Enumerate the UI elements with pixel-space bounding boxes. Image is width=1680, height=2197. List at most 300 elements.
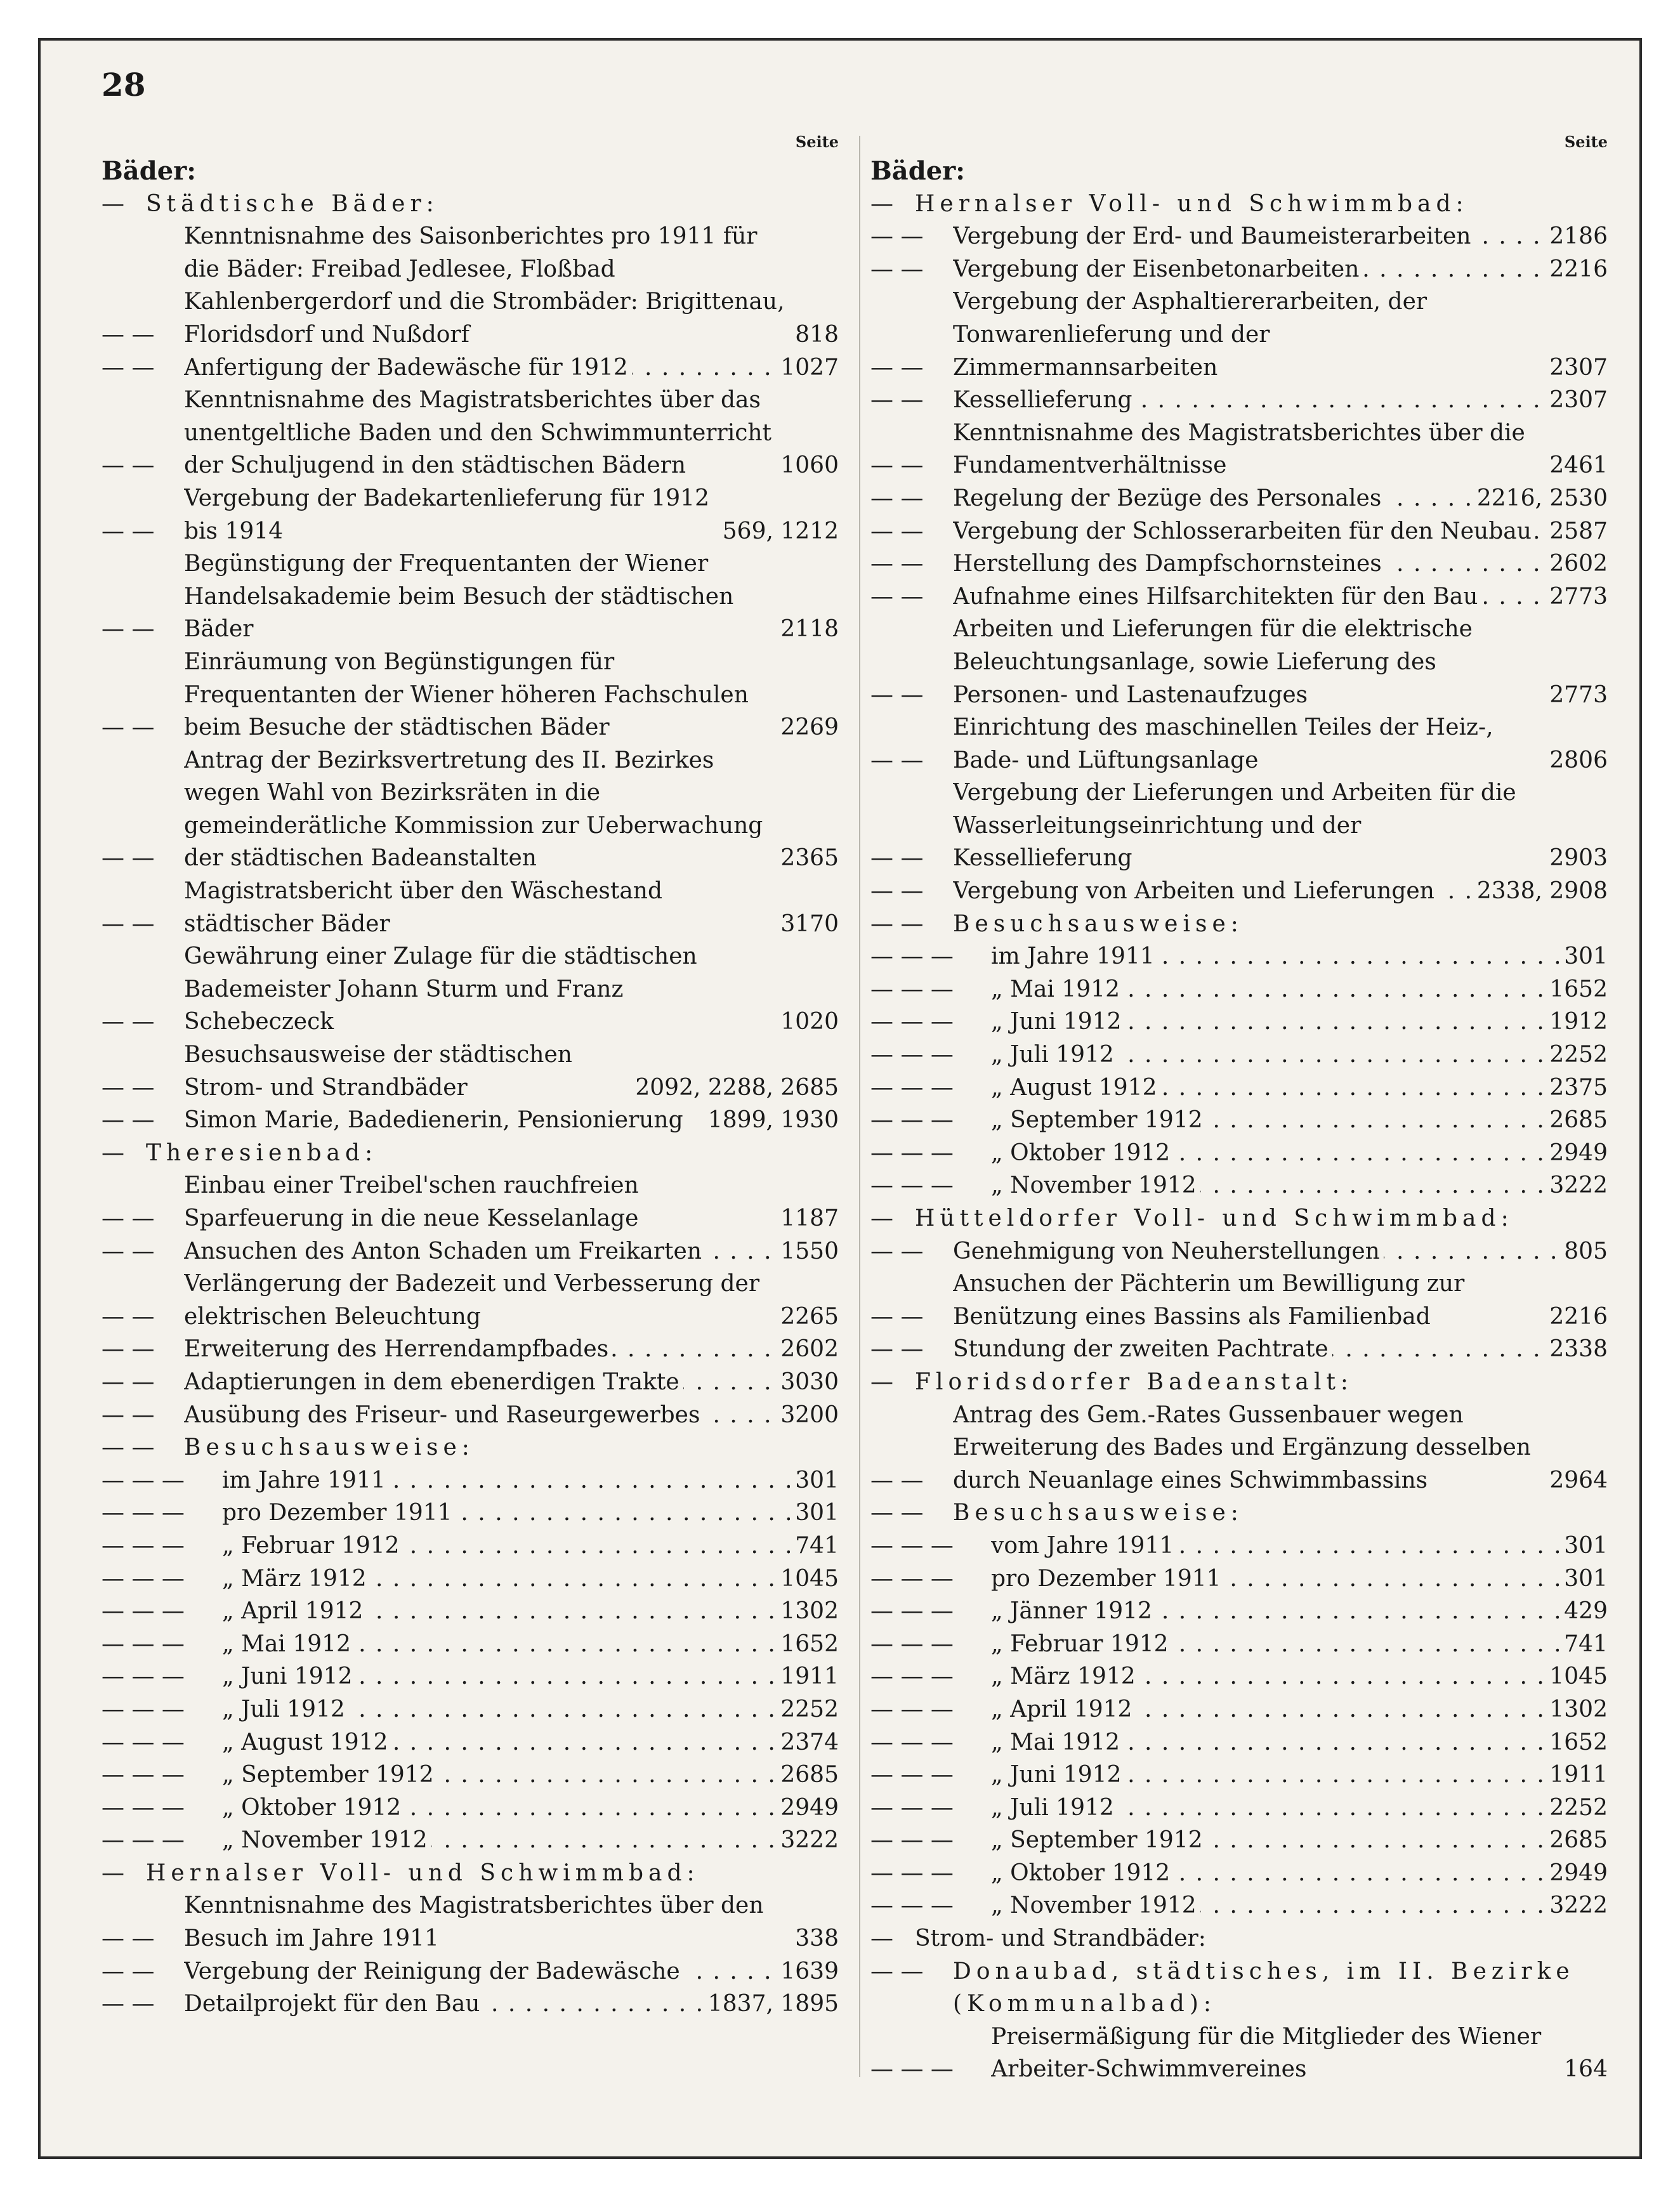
entry-text-wrapper [953, 417, 1544, 482]
entry-text-wrapper [184, 646, 775, 744]
index-entry [102, 1104, 839, 1137]
entry-dash: — — — [102, 1729, 185, 1755]
entry-page-ref: 1912 [1544, 1006, 1608, 1039]
entry-dash: — — [102, 1074, 155, 1101]
index-entry [870, 1333, 1608, 1366]
index-entry [870, 1660, 1608, 1693]
entry-text: Besuchsausweise: [953, 1500, 1247, 1526]
section-heading [102, 155, 839, 188]
index-entry [102, 1268, 839, 1333]
index-entry [870, 1039, 1608, 1072]
entry-page-ref: 3170 [775, 908, 839, 941]
entry-dash: — [870, 1205, 893, 1231]
entry-text-wrapper [953, 515, 1544, 548]
entry-text: „ November 1912 [991, 1172, 1200, 1198]
index-entry [102, 1628, 839, 1661]
index-entry [102, 1530, 839, 1563]
entry-text: Regelung der Bezüge des Personales [953, 485, 1385, 511]
entry-text-wrapper [991, 2021, 1559, 2086]
entry-dash: — — [870, 256, 924, 282]
index-entry [870, 253, 1608, 286]
entry-text: „ Mai 1912 [222, 1631, 355, 1657]
entry-dash: — — [102, 1238, 155, 1264]
entry-dash: — — — [870, 1139, 954, 1166]
entry-text-wrapper [184, 875, 775, 940]
entry-page-ref: 2949 [775, 1792, 839, 1825]
entry-text-wrapper [991, 1759, 1544, 1792]
index-entry [102, 1039, 839, 1104]
entry-dash: — — — [102, 1794, 185, 1821]
entry-text-wrapper [184, 1988, 703, 2021]
entry-dash: — — [870, 845, 924, 872]
entry-text-wrapper [222, 1726, 775, 1759]
index-entry [870, 2021, 1608, 2086]
entry-text-wrapper [953, 1333, 1544, 1366]
entry-text-wrapper [953, 482, 1472, 515]
index-entry [102, 1333, 839, 1366]
entry-text-wrapper [953, 1955, 1608, 2021]
entry-dash: — — — [102, 1630, 185, 1657]
entry-text-wrapper [953, 777, 1544, 875]
entry-text: Besuchsausweise der städtischen Strom- und Strandbäder [184, 1042, 572, 1101]
index-entry [102, 1563, 839, 1596]
entry-text: Hernalser Voll- und Schwimmbad: [146, 1860, 704, 1886]
entry-text: Aufnahme eines Hilfsarchitekten für den Bau [953, 584, 1481, 610]
entry-text-wrapper [222, 1759, 775, 1792]
index-entry [870, 777, 1608, 875]
index-entry [102, 1137, 839, 1170]
entry-page-ref: 429 [1559, 1595, 1608, 1628]
entry-text: Floridsdorfer Badeanstalt: [915, 1369, 1357, 1395]
entry-dash: — [102, 1859, 124, 1886]
entry-page-ref: 2307 [1544, 384, 1608, 417]
entry-text-wrapper [222, 1563, 775, 1596]
index-entry [870, 1399, 1608, 1497]
entry-text-wrapper [991, 1595, 1559, 1628]
entry-text-wrapper [991, 1169, 1544, 1202]
entry-dash: — — — [870, 1532, 954, 1559]
entry-dash: — — [102, 714, 155, 741]
entry-dash: — [870, 1925, 893, 1952]
entry-text: Arbeiten und Lieferungen für die elektrische Beleuchtungsanlage, sowie Lieferung des Personen- und Lastenaufzuges [953, 616, 1473, 708]
entry-text: „ Oktober 1912 [991, 1140, 1174, 1166]
entry-text: „ Februar 1912 [222, 1533, 404, 1559]
left-seite-header: Seite [795, 133, 839, 151]
entry-text: im Jahre 1911 [991, 943, 1158, 969]
index-entry [870, 1726, 1608, 1759]
index-entry [102, 1955, 839, 1988]
entry-dash: — — [102, 1009, 155, 1035]
index-entry [870, 580, 1608, 613]
index-entry [870, 1137, 1608, 1170]
index-entry [870, 1530, 1608, 1563]
entry-page-ref: 2602 [1544, 548, 1608, 580]
entry-text: Ansuchen der Pächterin um Bewilligung zur Benützung eines Bassins als Familienbad [953, 1271, 1465, 1330]
entry-page-ref: 805 [1559, 1235, 1608, 1268]
entry-page-ref: 2685 [1544, 1824, 1608, 1857]
entry-dash: — — [870, 747, 924, 773]
entry-dash: — [102, 1139, 124, 1166]
entry-dash: — — — [870, 1630, 954, 1657]
entry-dash: — — [102, 616, 155, 643]
index-entry [870, 711, 1608, 777]
entry-text: „ September 1912 [222, 1762, 438, 1788]
index-entry [102, 1792, 839, 1825]
entry-text-wrapper [991, 1693, 1544, 1726]
entry-text-wrapper [953, 1497, 1608, 1530]
index-entry [102, 1857, 839, 1890]
entry-dash: — — — [870, 1598, 954, 1625]
index-entry [870, 1628, 1608, 1661]
entry-dash: — — — [870, 2056, 954, 2083]
index-entry [102, 1824, 839, 1857]
entry-text-wrapper [991, 1857, 1544, 1890]
entry-text: Kenntnisnahme des Saisonberichtes pro 1911 für die Bäder: Freibad Jedlesee, Floßbad Kahlenbergerdorf und die Strombäder: Brigittenau, Floridsdorf und Nußdorf [184, 223, 785, 348]
entry-text-wrapper [991, 1530, 1559, 1563]
entry-page-ref: 1911 [775, 1660, 839, 1693]
entry-page-ref: 1837, 1895 [703, 1988, 839, 2021]
entry-dash: — — — [102, 1565, 185, 1592]
entry-dash: — — [102, 1303, 155, 1330]
entry-text-wrapper [184, 548, 775, 646]
entry-page-ref: 1550 [775, 1235, 839, 1268]
entry-text-wrapper [222, 1660, 775, 1693]
entry-text: Bäder: [102, 156, 200, 186]
right-column [870, 129, 1608, 2086]
index-entry [870, 1693, 1608, 1726]
entry-dash: — — [102, 354, 155, 381]
entry-page-ref: 3200 [775, 1399, 839, 1432]
entry-page-ref: 2092, 2288, 2685 [630, 1072, 839, 1105]
entry-text: Begünstigung der Frequentanten der Wiener Handelsakademie beim Besuch der städtischen Bäder [184, 551, 734, 643]
entry-text-wrapper [102, 155, 839, 188]
entry-text: „ April 1912 [222, 1598, 367, 1624]
index-entry [870, 482, 1608, 515]
entry-text-wrapper [222, 1497, 790, 1530]
entry-dash: — — — [870, 1859, 954, 1886]
entry-page-ref: 2949 [1544, 1137, 1608, 1170]
index-entry [870, 973, 1608, 1006]
entry-dash: — — [870, 910, 924, 937]
index-entry [870, 188, 1608, 221]
entry-text: „ September 1912 [991, 1107, 1207, 1133]
entry-text: Vergebung der Eisenbetonarbeiten [953, 256, 1363, 282]
entry-text-wrapper [953, 384, 1544, 417]
entry-text-wrapper [991, 940, 1559, 973]
index-entry [870, 1824, 1608, 1857]
entry-text: „ September 1912 [991, 1827, 1207, 1853]
entry-page-ref: 1060 [775, 449, 839, 482]
entry-page-ref: 2587 [1544, 515, 1608, 548]
entry-text-wrapper [991, 1104, 1544, 1137]
index-entry [870, 1268, 1608, 1333]
entry-text-wrapper [222, 1824, 775, 1857]
entry-text-wrapper [184, 384, 775, 482]
entry-page-ref: 2365 [775, 842, 839, 875]
entry-text-wrapper [953, 1235, 1559, 1268]
entry-dash: — — — [870, 1009, 954, 1035]
entry-page-ref: 1045 [1544, 1660, 1608, 1693]
entry-text: „ März 1912 [991, 1663, 1139, 1689]
entry-text: Erweiterung des Herrendampfbades [184, 1336, 612, 1362]
entry-dash: — — [102, 1107, 155, 1134]
entry-text-wrapper [953, 548, 1544, 580]
entry-text: „ Mai 1912 [991, 976, 1124, 1002]
entry-text: „ Juni 1912 [222, 1663, 356, 1689]
entry-page-ref: 1027 [775, 351, 839, 384]
entry-text-wrapper [915, 188, 1608, 221]
entry-text: pro Dezember 1911 [991, 1566, 1225, 1592]
entry-text: „ März 1912 [222, 1566, 371, 1592]
index-entry [870, 1169, 1608, 1202]
entry-dash: — — — [870, 1892, 954, 1919]
index-entry [102, 220, 839, 351]
entry-dash: — — [870, 452, 924, 479]
entry-dash: — — — [102, 1532, 185, 1559]
entry-page-ref: 301 [1559, 1563, 1608, 1596]
entry-dash: — — [870, 878, 924, 905]
entry-text-wrapper [991, 1824, 1544, 1857]
entry-dash: — [870, 190, 893, 217]
entry-text: Kenntnisnahme des Magistratsberichtes über das unentgeltliche Baden und den Schwimmunterricht der Schuljugend in den städtischen Bädern [184, 387, 772, 479]
index-entry [870, 1792, 1608, 1825]
entry-text: „ Juni 1912 [991, 1009, 1125, 1035]
index-entry [870, 220, 1608, 253]
entry-dash: — — [102, 1958, 155, 1984]
entry-page-ref: 2186 [1544, 220, 1608, 253]
entry-text-wrapper [991, 1660, 1544, 1693]
entry-text-wrapper [991, 1628, 1559, 1661]
entry-dash: — — [102, 518, 155, 544]
entry-text-wrapper [953, 875, 1472, 908]
entry-text-wrapper [953, 1268, 1544, 1333]
entry-text-wrapper [953, 908, 1608, 941]
entry-page-ref: 2375 [1544, 1072, 1608, 1105]
entry-text: „ Mai 1912 [991, 1729, 1124, 1755]
entry-text-wrapper [222, 1595, 775, 1628]
index-entry [102, 1988, 839, 2021]
entry-text: „ Juli 1912 [991, 1795, 1118, 1821]
entry-text: „ Juli 1912 [222, 1696, 349, 1722]
entry-page-ref: 2265 [775, 1301, 839, 1334]
index-entry [102, 875, 839, 940]
index-entry [102, 1169, 839, 1235]
entry-dash: — — [870, 681, 924, 708]
entry-page-ref: 2307 [1544, 351, 1608, 384]
entry-text: Hütteldorfer Voll- und Schwimmbad: [915, 1205, 1518, 1231]
index-entry [102, 1366, 839, 1399]
entry-dash: — — — [870, 1172, 954, 1199]
entry-page-ref: 2949 [1544, 1857, 1608, 1890]
index-entry [102, 1497, 839, 1530]
entry-page-ref: 2216 [1544, 253, 1608, 286]
entry-text-wrapper [184, 1399, 775, 1432]
entry-text-wrapper [953, 220, 1544, 253]
entry-text: Ansuchen des Anton Schaden um Freikarten [184, 1238, 705, 1264]
entry-text: Hernalser Voll- und Schwimmbad: [915, 191, 1473, 217]
entry-text: im Jahre 1911 [222, 1467, 390, 1493]
entry-text: Vergebung der Lieferungen und Arbeiten für die Wasserleitungseinrichtung und der Kessellieferung [953, 780, 1516, 872]
entry-text: Donaubad, städtisches, im II. Bezirke (Kommunalbad): [953, 1958, 1575, 2017]
entry-text: „ Juni 1912 [991, 1762, 1125, 1788]
entry-dash: — [102, 190, 124, 217]
entry-dash: — — [870, 1958, 924, 1984]
index-entry [870, 1922, 1608, 1955]
entry-dash: — — — [870, 1107, 954, 1134]
entry-page-ref: 2773 [1544, 580, 1608, 613]
entry-text: Adaptierungen in dem ebenerdigen Trakte [184, 1369, 683, 1395]
entry-text: „ November 1912 [222, 1827, 431, 1853]
entry-dash: — — — [870, 1762, 954, 1788]
entry-dash: — — [870, 387, 924, 414]
entry-text: Strom- und Strandbäder: [915, 1925, 1210, 1951]
index-entry [102, 1464, 839, 1497]
entry-dash: — — [102, 1368, 155, 1395]
entry-dash: — — [870, 583, 924, 610]
entry-text-wrapper [222, 1530, 790, 1563]
entry-text-wrapper [146, 1137, 839, 1170]
entry-text: „ Oktober 1912 [991, 1860, 1174, 1886]
page-number: 28 [102, 66, 146, 103]
entry-text-wrapper [222, 1464, 790, 1497]
index-entry [870, 940, 1608, 973]
index-entry [870, 1889, 1608, 1922]
index-entry [870, 1104, 1608, 1137]
entry-page-ref: 2252 [1544, 1792, 1608, 1825]
entry-text: Einbau einer Treibel'schen rauchfreien Sparfeuerung in die neue Kesselanlage [184, 1172, 642, 1231]
entry-text: Genehmigung von Neuherstellungen [953, 1238, 1384, 1264]
entry-text-wrapper [146, 188, 839, 221]
entry-text-wrapper [915, 1366, 1608, 1399]
entry-page-ref: 2685 [775, 1759, 839, 1792]
entry-text-wrapper [184, 1889, 790, 1955]
index-entry [870, 515, 1608, 548]
entry-dash: — — — [870, 976, 954, 1002]
entry-text-wrapper [991, 1039, 1544, 1072]
entry-dash: — — — [870, 1663, 954, 1690]
entry-dash: — — — [102, 1663, 185, 1690]
entry-text-wrapper [222, 1628, 775, 1661]
entry-dash: — — — [870, 1794, 954, 1821]
entry-text-wrapper [915, 1922, 1608, 1955]
entry-text-wrapper [953, 253, 1544, 286]
entry-page-ref: 2461 [1544, 449, 1608, 482]
entry-text-wrapper [991, 1792, 1544, 1825]
entry-page-ref: 301 [1559, 1530, 1608, 1563]
entry-page-ref: 1652 [775, 1628, 839, 1661]
entry-page-ref: 2216, 2530 [1472, 482, 1608, 515]
entry-dash: — — [870, 518, 924, 544]
entry-dash: — — — [102, 1696, 185, 1722]
index-entry [102, 1595, 839, 1628]
left-column [102, 129, 839, 2021]
entry-page-ref: 2252 [1544, 1039, 1608, 1072]
entry-text: „ August 1912 [991, 1075, 1161, 1101]
index-entry [870, 548, 1608, 580]
entry-text: Vergebung der Asphaltiererarbeiten, der Tonwarenlieferung und der Zimmermannsarbeiten [953, 289, 1427, 381]
entry-text-wrapper [222, 1792, 775, 1825]
entry-page-ref: 2252 [775, 1693, 839, 1726]
index-entry [102, 940, 839, 1039]
entry-text-wrapper [953, 1399, 1544, 1497]
entry-page-ref: 569, 1212 [718, 515, 839, 548]
entry-page-ref: 2903 [1544, 842, 1608, 875]
entry-dash: — — [102, 1401, 155, 1428]
entry-page-ref: 1302 [775, 1595, 839, 1628]
entry-text: „ Oktober 1912 [222, 1795, 405, 1821]
entry-page-ref: 2216 [1544, 1301, 1608, 1334]
entry-text-wrapper [184, 1366, 775, 1399]
entry-text: Bäder: [870, 156, 969, 186]
right-entries [870, 155, 1608, 2086]
index-entry [870, 1072, 1608, 1105]
index-entry [102, 1235, 839, 1268]
index-entry [102, 1726, 839, 1759]
index-entry [102, 188, 839, 221]
entry-text-wrapper [953, 613, 1544, 711]
entry-dash: — — [870, 485, 924, 511]
index-entry [102, 351, 839, 384]
entry-text: Kenntnisnahme des Magistratsberichtes über die Fundamentverhältnisse [953, 419, 1525, 479]
entry-text: Preisermäßigung für die Mitglieder des Wiener Arbeiter-Schwimmvereines [991, 2023, 1542, 2083]
entry-text: Detailprojekt für den Bau [184, 1991, 484, 2017]
entry-page-ref: 2602 [775, 1333, 839, 1366]
left-entries [102, 155, 839, 2021]
entry-text: Simon Marie, Badedienerin, Pensionierung [184, 1107, 687, 1133]
entry-page-ref: 1911 [1544, 1759, 1608, 1792]
entry-dash: — — — [870, 1827, 954, 1854]
index-entry [102, 744, 839, 875]
entry-page-ref: 2269 [775, 711, 839, 744]
entry-page-ref: 1652 [1544, 1726, 1608, 1759]
entry-text-wrapper [991, 1137, 1544, 1170]
entry-text-wrapper [184, 482, 718, 548]
entry-text: „ Juli 1912 [991, 1042, 1118, 1068]
entry-text: Städtische Bäder: [146, 191, 443, 217]
entry-dash: — — — [102, 1827, 185, 1854]
entry-text: „ Jänner 1912 [991, 1598, 1156, 1624]
entry-text: Besuchsausweise: [953, 911, 1247, 937]
entry-page-ref: 2118 [775, 613, 839, 646]
entry-page-ref: 1045 [775, 1563, 839, 1596]
entry-page-ref: 164 [1559, 2053, 1608, 2086]
column-divider [859, 136, 860, 2077]
entry-page-ref: 3222 [775, 1824, 839, 1857]
entry-page-ref: 1899, 1930 [703, 1104, 839, 1137]
entry-text-wrapper [991, 1563, 1559, 1596]
entry-dash: — — — [870, 1696, 954, 1722]
entry-text-wrapper [953, 580, 1544, 613]
index-entry [870, 1366, 1608, 1399]
entry-text-wrapper [953, 285, 1544, 384]
entry-text: „ August 1912 [222, 1729, 392, 1755]
entry-page-ref: 338 [790, 1922, 839, 1955]
index-entry [870, 1759, 1608, 1792]
entry-text: Antrag des Gem.-Rates Gussenbauer wegen Erweiterung des Bades und Ergänzung desselben durch Neuanlage eines Schwimmbassins [953, 1401, 1531, 1493]
index-entry [870, 1955, 1608, 2021]
entry-page-ref: 741 [790, 1530, 839, 1563]
index-entry [870, 417, 1608, 482]
entry-dash: — — [870, 354, 924, 381]
entry-page-ref: 1652 [1544, 973, 1608, 1006]
entry-page-ref: 3030 [775, 1366, 839, 1399]
entry-text-wrapper [991, 1006, 1544, 1039]
index-entry [870, 1497, 1608, 1530]
entry-text: Einrichtung des maschinellen Teiles der Heiz-, Bade- und Lüftungsanlage [953, 714, 1493, 773]
entry-dash: — — — [102, 1762, 185, 1788]
entry-dash: — — [102, 452, 155, 479]
entry-page-ref: 2374 [775, 1726, 839, 1759]
